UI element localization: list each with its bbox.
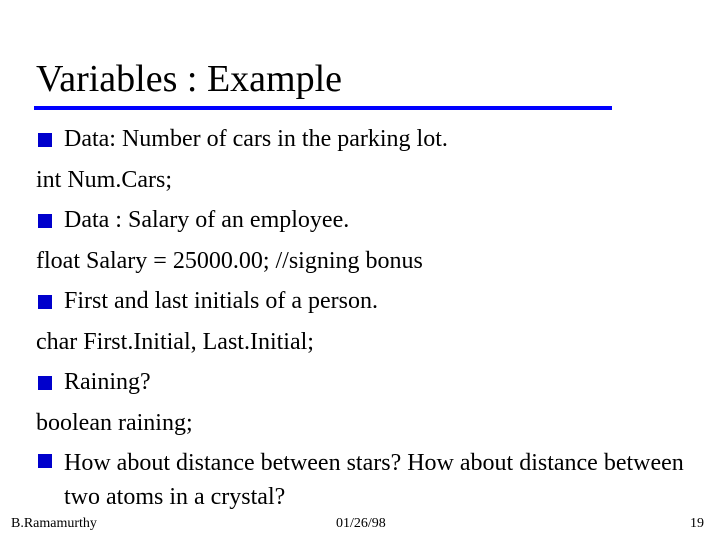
slide-body bbox=[36, 119, 696, 514]
footer-page-number: 19 bbox=[690, 516, 704, 531]
code-line-int: int Num.Cars; bbox=[36, 166, 172, 193]
bullet-text: First and last initials of a person. bbox=[64, 288, 378, 314]
bullet-text: Data : Salary of an employee. bbox=[64, 207, 350, 233]
square-bullet-icon bbox=[38, 376, 52, 390]
square-bullet-icon bbox=[38, 214, 52, 228]
code-line-boolean: boolean raining; bbox=[36, 409, 193, 436]
bullet-item-salary bbox=[36, 200, 696, 241]
code-line-float: float Salary = 25000.00; //signing bonus bbox=[36, 247, 423, 274]
title-underline-rule bbox=[34, 106, 612, 110]
code-line-char: char First.Initial, Last.Initial; bbox=[36, 328, 314, 355]
bullet-text: Raining? bbox=[64, 369, 151, 395]
bullet-item-raining bbox=[36, 362, 696, 403]
bullet-text: Data: Number of cars in the parking lot. bbox=[64, 126, 448, 152]
square-bullet-icon bbox=[38, 295, 52, 309]
bullet-item-distance bbox=[36, 443, 696, 514]
bullet-text: How about distance between stars? How about distance between two atoms in a crystal? bbox=[64, 450, 684, 510]
footer-author: B.Ramamurthy bbox=[11, 516, 97, 531]
bullet-item-cars bbox=[36, 119, 696, 160]
square-bullet-icon bbox=[38, 454, 52, 468]
square-bullet-icon bbox=[38, 133, 52, 147]
bullet-item-initials bbox=[36, 281, 696, 322]
footer-date: 01/26/98 bbox=[336, 516, 386, 531]
slide-title: Variables : Example bbox=[36, 58, 343, 100]
